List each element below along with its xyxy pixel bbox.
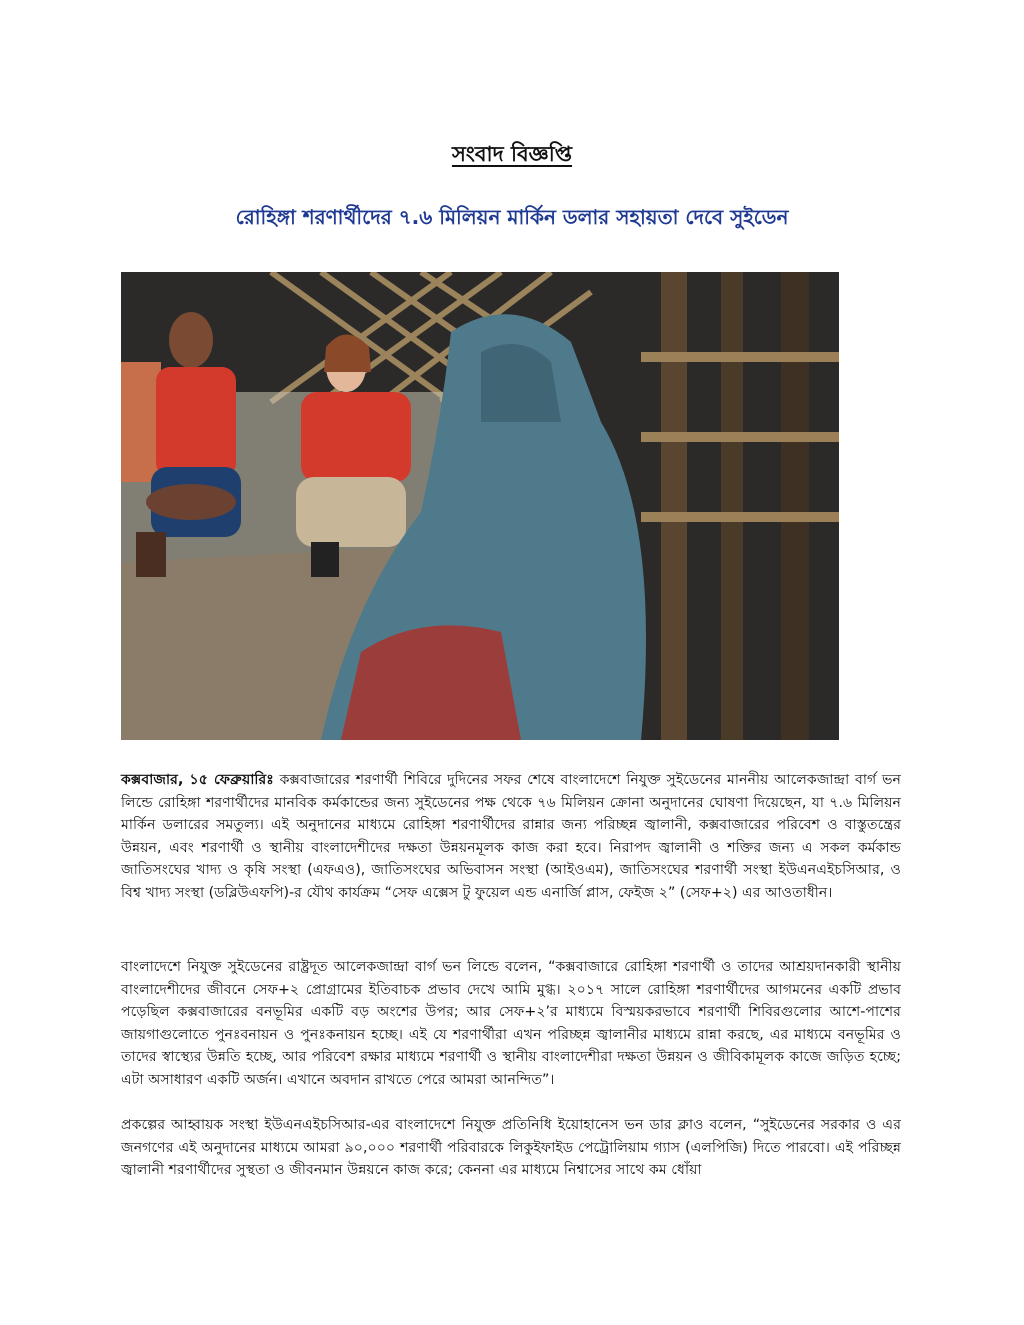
paragraph-1-text: কক্সবাজারের শরণার্থী শিবিরে দুদিনের সফর শেষে বাংলাদেশে নিযুক্ত সুইডেনের মাননীয় আলেকজান্দ্রা বার্গ ভন লিন্ডে রোহিঙ্গা শরণার্থীদের মানবিক কর্মকান্ডের জন্য সুইডেনের পক্ষ থেকে ৭৬ মিলিয়ন ক্রোনা অনুদানের ঘোষণা দিয়েছেন, যা ৭.৬ মিলিয়ন মার্কিন ডলারের সমতুল্য। এই অনুদানের মাধ্যমে রোহিঙ্গা শরণার্থীদের রান্নার জন্য পরিচ্ছন্ন জ্বালানী, কক্সবাজারের পরিবেশ ও বাস্তুতন্ত্রের উন্নয়ন, এবং শরণার্থী ও স্থানীয় বাংলাদেশীদের দক্ষতা উন্নয়নমূলক কাজ করা হবে। নিরাপদ জ্বালানী ও শক্তির জন্য এ সকল কর্মকান্ড জাতিসংঘের খাদ্য ও কৃষি সংস্থা (এফএও), জাতিসংঘের অভিবাসন সংস্থা (আইওএম), জাতিসংঘের শরণার্থী সংস্থা ইউএনএইচসিআর, ও বিশ্ব খাদ্য সংস্থা (ডব্লিউএফপি)-র যৌথ কার্যক্রম “সেফ এক্সেস টু ফুয়েল এন্ড এনার্জি প্লাস, ফেইজ ২” (সেফ+২) এর আওতাধীন। <box>121 772 902 901</box>
dateline: কক্সবাজার, ১৫ ফেব্রুয়ারিঃ <box>121 772 274 788</box>
photo-illustration <box>121 272 839 740</box>
news-photo <box>121 272 839 740</box>
heading-text: সংবাদ বিজ্ঞপ্তি <box>451 142 573 166</box>
headline: রোহিঙ্গা শরণার্থীদের ৭.৬ মিলিয়ন মার্কিন ডলার সহায়তা দেবে সুইডেন <box>235 205 789 229</box>
hands <box>146 484 236 520</box>
paragraph-2: বাংলাদেশে নিযুক্ত সুইডেনের রাষ্ট্রদূত আলেকজান্দ্রা বার্গ ভন লিন্ডে বলেন, “কক্সবাজারে রোহিঙ্গা শরণার্থী ও তাদের আশ্রয়দানকারী স্থানীয় বাংলাদেশীদের জীবনে সেফ+২ প্রোগ্রামের ইতিবাচক প্রভাব দেখে আমি মুগ্ধ। ২০১৭ সালে রোহিঙ্গা শরণার্থীদের আগমনের একটি প্রভাব পড়েছিল কক্সবাজারের বনভূমির একটি বড় অংশের উপর; আর সেফ+২’র মাধ্যমে বিস্ময়করভাবে শরণার্থী শিবিরগুলোর আশে-পাশের জায়গাগুলোতে পুনঃবনায়ন ও পুনঃকনায়ন হচ্ছে। এই যে শরণার্থীরা এখন পরিচ্ছন্ন জ্বালানীর মাধ্যমে রান্না করছে, এর মাধ্যমে বনভূমির ও তাদের স্বাস্থ্যের উন্নতি হচ্ছে, আর পরিবেশ রক্ষার মাধ্যমে শরণার্থী ও স্থানীয় বাংলাদেশীরা দক্ষতা উন্নয়ন ও জীবিকামূলক কাজে জড়িত হচ্ছে; এটা অসাধারণ একটি অর্জন। এখানে অবদান রাখতে পেরে আমরা আনন্দিত”। <box>121 959 901 1088</box>
paragraph-3: প্রকল্পের আহ্বায়ক সংস্থা ইউএনএইচসিআর-এর বাংলাদেশে নিযুক্ত প্রতিনিধি ইয়োহানেস ভন ডার ক্লাও বলেন, “সুইডেনের সরকার ও এর জনগণের এই অনুদানের মাধ্যমে আমরা ৯০,০০০ শরণার্থী পরিবারকে লিকুইফাইড পেট্রোলিয়াম গ্যাস (এলপিজি) দিতে পারবো। এই পরিচ্ছন্ন জ্বালানী শরণার্থীদের সুস্থতা ও জীবনমান উন্নয়নে কাজ করে; কেননা এর মাধ্যমে নিশ্বাসের সাথে কম ধোঁয়া <box>121 1117 901 1179</box>
paragraph-1 <box>121 769 901 905</box>
press-release-heading <box>0 138 1024 173</box>
